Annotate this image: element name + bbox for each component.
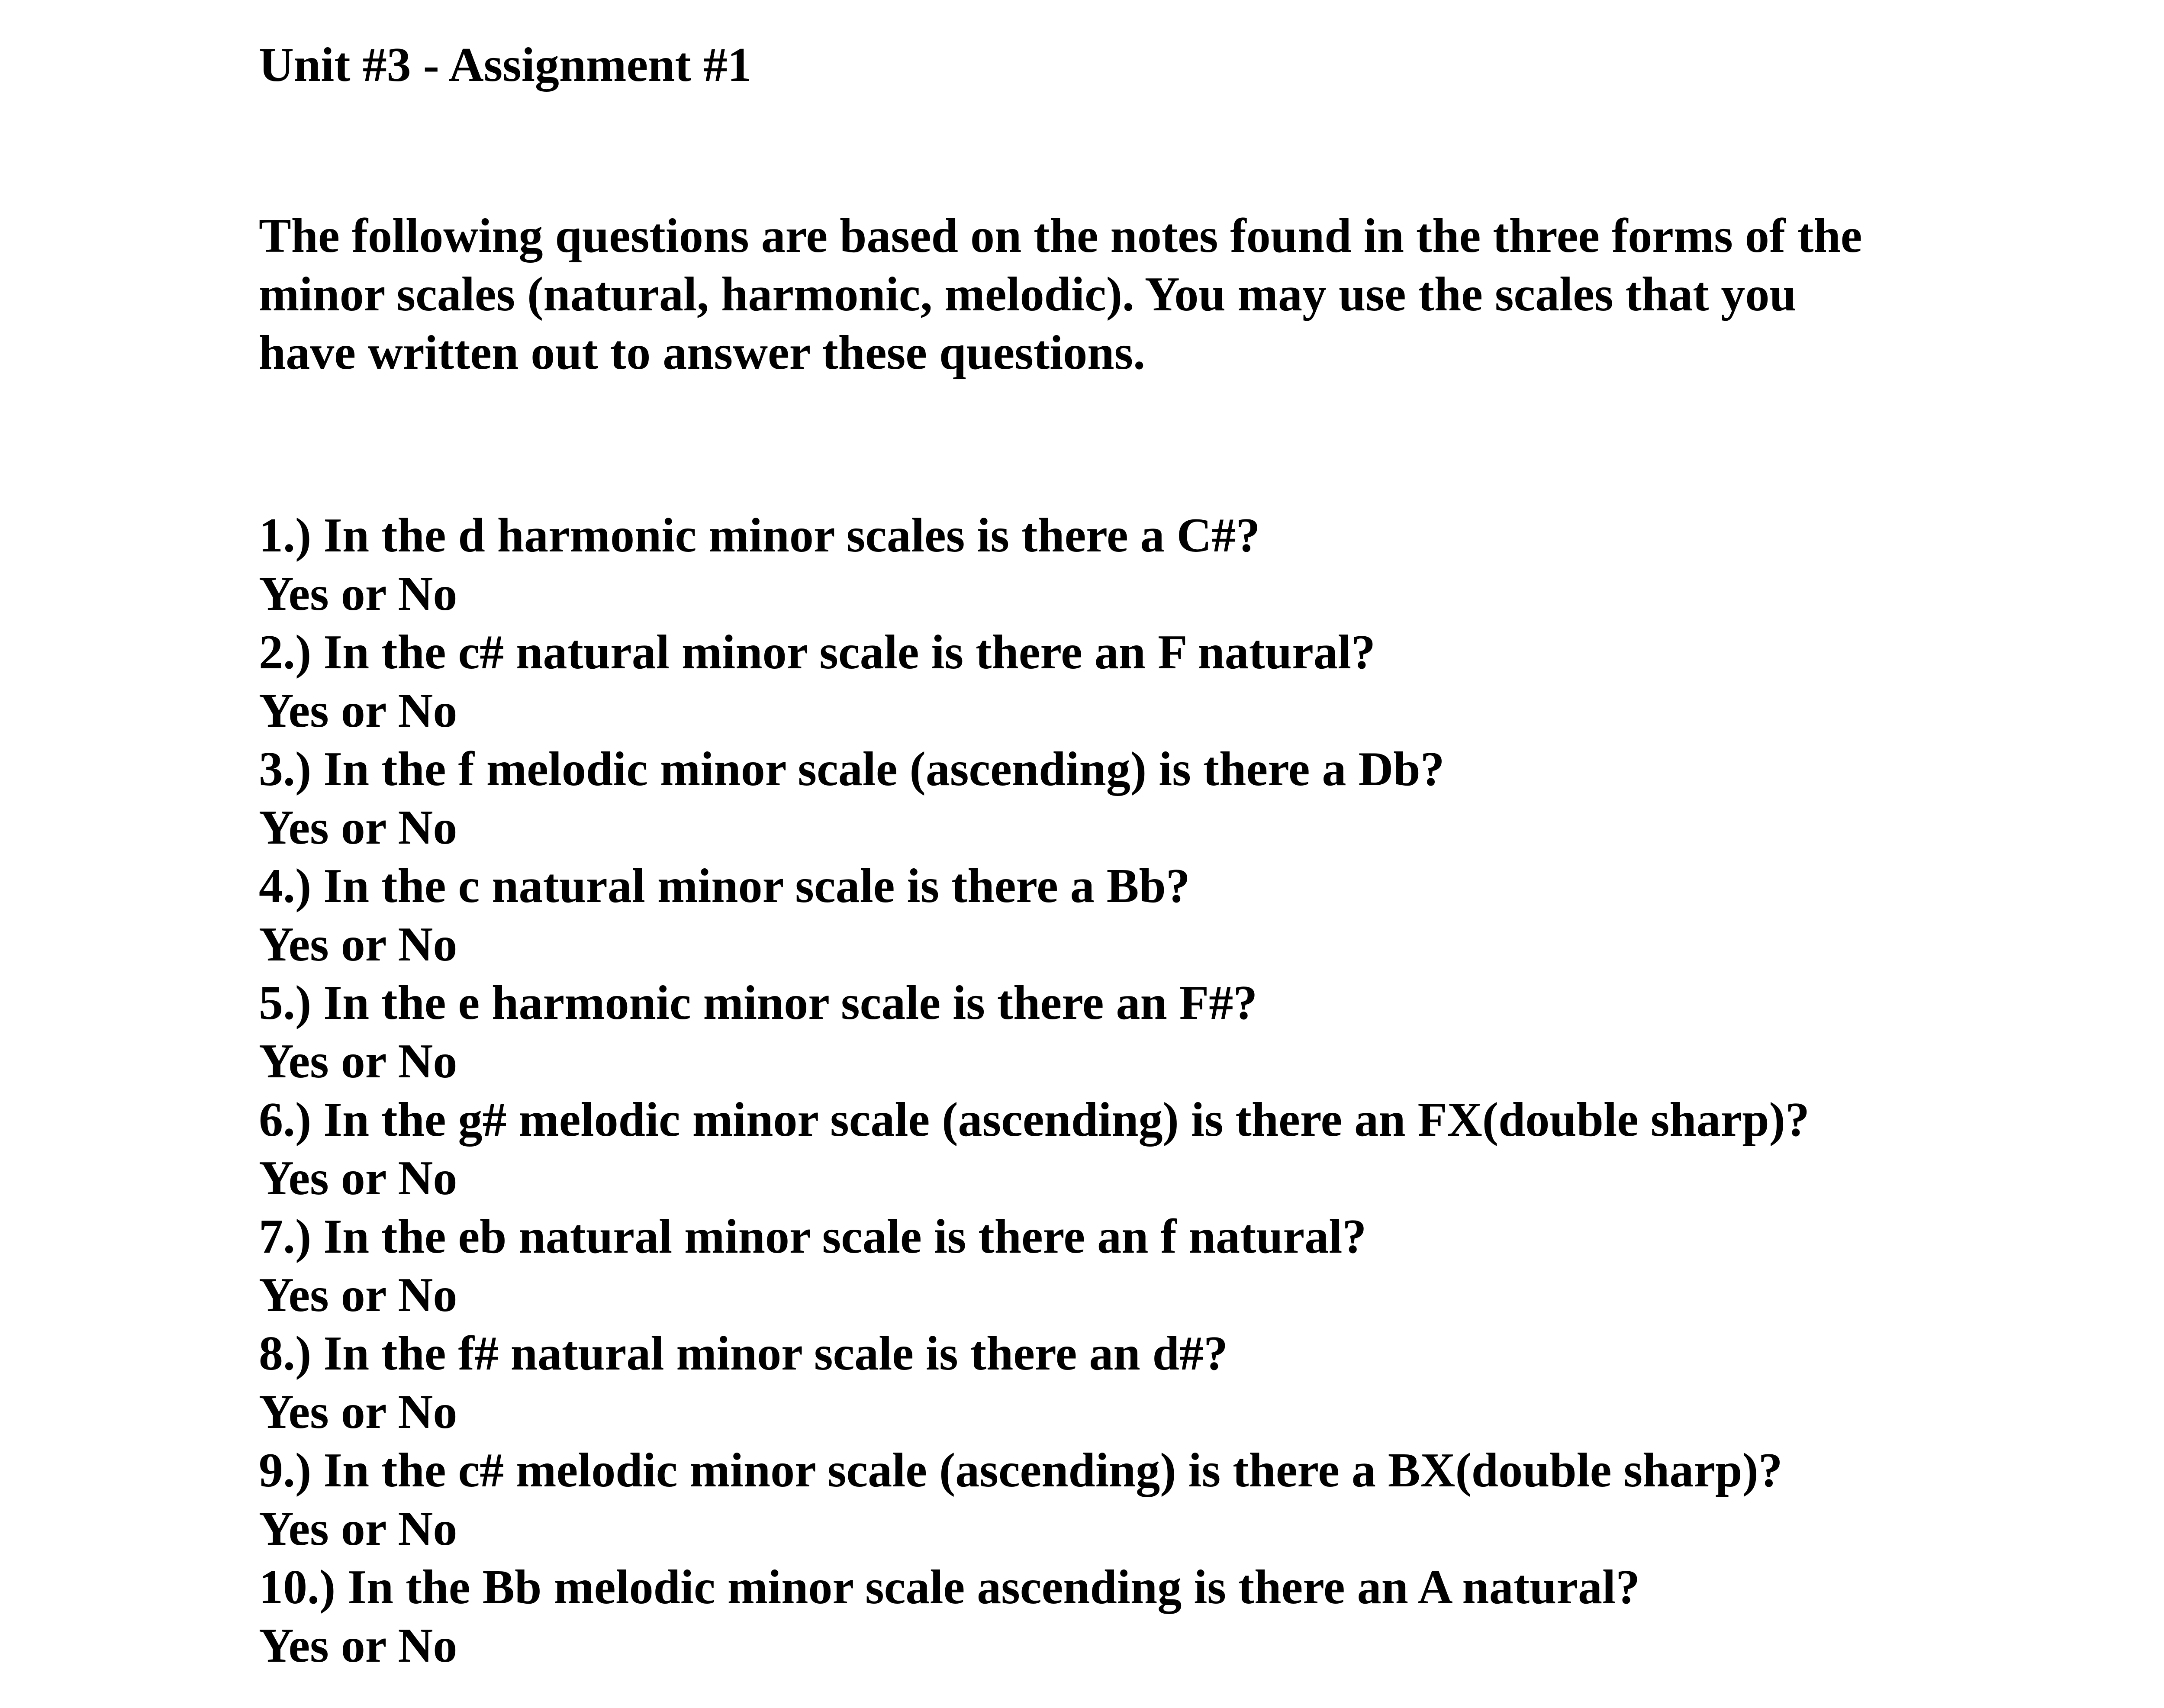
question-text: 7.) In the eb natural minor scale is there an f natural? — [259, 1210, 1367, 1263]
answer-choice: Yes or No — [259, 1385, 457, 1439]
question-item — [259, 623, 2120, 740]
question-item — [259, 974, 2120, 1091]
question-text: 4.) In the c natural minor scale is there a Bb? — [259, 859, 1190, 913]
intro-line: minor scales (natural, harmonic, melodic). You may use the scales that you — [259, 267, 1797, 321]
page-title: Unit #3 - Assignment #1 — [259, 38, 752, 92]
question-text: 1.) In the d harmonic minor scales is there a C#? — [259, 509, 1260, 562]
question-item — [259, 1325, 2120, 1441]
question-text: 6.) In the g# melodic minor scale (ascending) is there an FX(double sharp)? — [259, 1093, 1810, 1147]
answer-choice: Yes or No — [259, 801, 457, 854]
answer-choice: Yes or No — [259, 684, 457, 738]
question-text: 3.) In the f melodic minor scale (ascending) is there a Db? — [259, 742, 1445, 796]
intro-line: The following questions are based on the notes found in the three forms of the — [259, 209, 1862, 263]
answer-choice: Yes or No — [259, 1151, 457, 1205]
question-text: 10.) In the Bb melodic minor scale ascending is there an A natural? — [259, 1560, 1640, 1614]
question-item — [259, 506, 2120, 623]
question-item — [259, 1208, 2120, 1325]
answer-choice: Yes or No — [259, 567, 457, 621]
answer-choice: Yes or No — [259, 1619, 457, 1673]
question-item — [259, 740, 2120, 857]
answer-choice: Yes or No — [259, 918, 457, 971]
question-text: 5.) In the e harmonic minor scale is there an F#? — [259, 976, 1258, 1030]
question-item — [259, 1091, 2120, 1208]
question-text: 8.) In the f# natural minor scale is there an d#? — [259, 1327, 1228, 1380]
question-item — [259, 1441, 2120, 1558]
question-item — [259, 1558, 2120, 1675]
question-text: 2.) In the c# natural minor scale is there an F natural? — [259, 625, 1376, 679]
answer-choice: Yes or No — [259, 1268, 457, 1322]
answer-choice: Yes or No — [259, 1034, 457, 1088]
question-list — [259, 506, 2120, 1675]
question-item — [259, 857, 2120, 974]
question-text: 9.) In the c# melodic minor scale (ascending) is there a BX(double sharp)? — [259, 1444, 1783, 1497]
intro-line: have written out to answer these questions. — [259, 326, 1146, 380]
intro-paragraph — [259, 207, 2033, 382]
answer-choice: Yes or No — [259, 1502, 457, 1556]
